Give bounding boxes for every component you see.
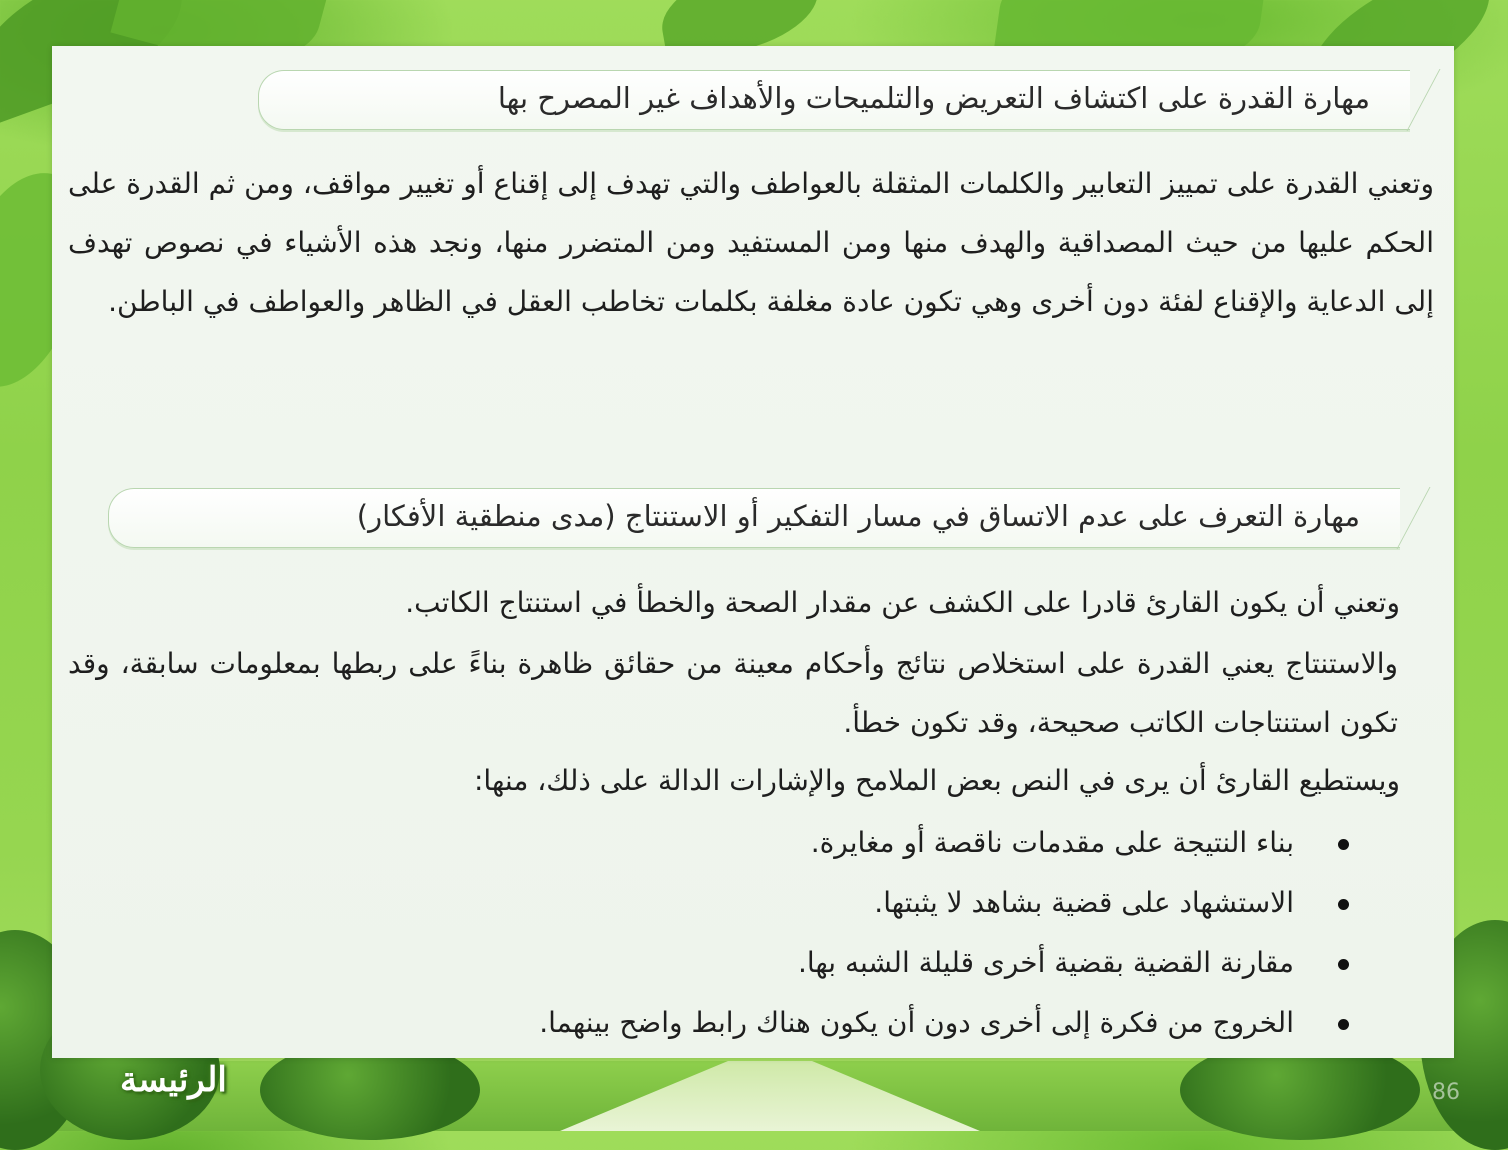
list-item-text: بناء النتيجة على مقدمات ناقصة أو مغايرة.	[810, 826, 1294, 859]
list-item-text: مقارنة القضية بقضية أخرى قليلة الشبه بها.	[797, 946, 1294, 979]
bullet-dot-icon	[1338, 839, 1349, 850]
bullet-dot-icon	[1338, 899, 1349, 910]
section2-paragraph: والاستنتاج يعني القدرة على استخلاص نتائج وأحكام معينة من حقائق ظاهرة بناءً على ربطها بمعلومات سابقة، وقد تكون استنتاجات الكاتب صحيحة، وقد تكون خطأ.	[68, 647, 1398, 739]
list-item-text: الاستشهاد على قضية بشاهد لا يثبتها.	[874, 886, 1294, 919]
section2-definition: وتعني أن يكون القارئ قادرا على الكشف عن مقدار الصحة والخطأ في استنتاج الكاتب.	[405, 586, 1400, 619]
section1-paragraph: وتعني القدرة على تمييز التعابير والكلمات المثقلة بالعواطف والتي تهدف إلى إقناع أو تغيير مواقف، ومن ثم القدرة على الحكم عليها من حيث المصداقية والهدف منها ومن المستفيد ومن المتضرر منها، ونجد هذه الأشياء في نصوص تهدف إلى الدعاية والإقناع لفئة دون أخرى وهي تكون عادة مغلفة بكلمات تخاطب العقل في الظاهر والعواطف في الباطن.	[68, 167, 1434, 318]
slide-panel	[52, 46, 1454, 1058]
page-number: 86	[1432, 1080, 1460, 1105]
section2-heading-box	[108, 488, 1400, 548]
bullet-dot-icon	[1338, 959, 1349, 970]
list-item-text: الخروج من فكرة إلى أخرى دون أن يكون هناك رابط واضح بينهما.	[539, 1006, 1294, 1039]
section2-heading: مهارة التعرف على عدم الاتساق في مسار التفكير أو الاستنتاج (مدى منطقية الأفكار)	[356, 499, 1360, 533]
list-item	[252, 886, 1349, 926]
list-item	[252, 1006, 1349, 1046]
home-link[interactable]: الرئيسة	[120, 1060, 227, 1100]
section2-intro: ويستطيع القارئ أن يرى في النص بعض الملامح والإشارات الدالة على ذلك، منها:	[474, 764, 1400, 797]
section1-heading-box	[258, 70, 1410, 130]
section1-heading: مهارة القدرة على اكتشاف التعريض والتلميحات والأهداف غير المصرح بها	[497, 81, 1370, 115]
list-item	[252, 826, 1349, 866]
list-item	[252, 946, 1349, 986]
bullet-dot-icon	[1338, 1019, 1349, 1030]
